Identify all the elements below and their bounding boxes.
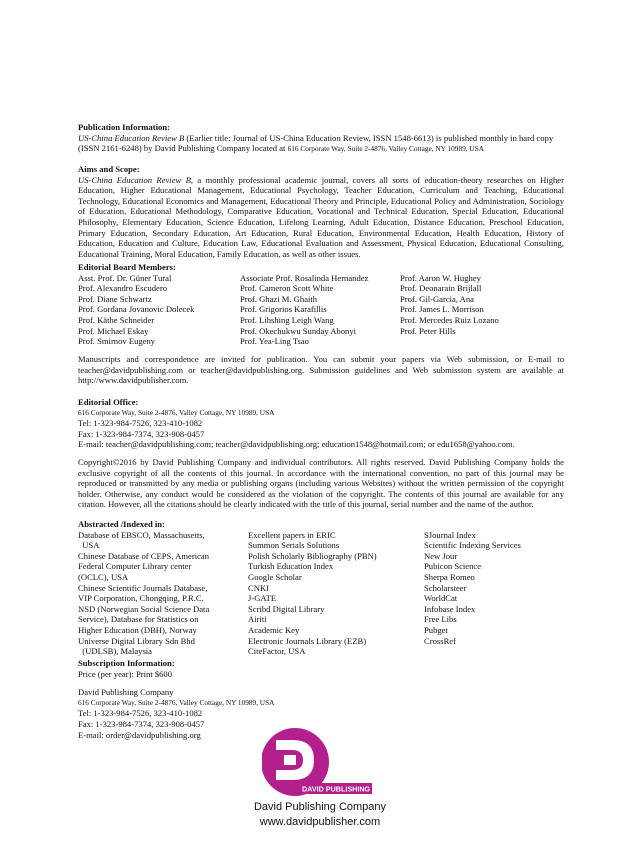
logo-text: DAVID PUBLISHING: [302, 784, 371, 794]
editorial-row: [78, 315, 564, 326]
index-entry: Service), Database for Statistics on: [78, 614, 199, 625]
editorial-member: Prof. Deonarain Brijlall: [400, 283, 482, 294]
index-entry: VIP Corporation, Chongqing, P.R.C.: [78, 593, 204, 604]
editorial-board-table: [78, 273, 564, 347]
index-entry: Chinese Scientific Journals Database,: [78, 582, 208, 593]
footer-website: www.davidpublisher.com: [259, 816, 381, 828]
editorial-member: Prof. Ghazi M. Ghaith: [240, 293, 318, 304]
publication-heading: Publication Information:: [78, 122, 170, 132]
index-entry: Universe Digital Library Sdn Bhd: [78, 635, 195, 646]
aims-journal-title: US-China Education Review B: [78, 174, 191, 185]
office-section: [78, 397, 564, 450]
publication-section: [78, 122, 564, 155]
subscription-company: David Publishing Company: [78, 687, 174, 698]
editorial-row: [78, 304, 564, 315]
publication-line-1: US-China Education Review B (Earlier title: Journal of US-China Education Review, ISSN 1548-6613) is published monthly in hard copy: [78, 132, 554, 143]
editorial-member: Associate Prof. Rosalinda Hernandez: [240, 272, 369, 283]
index-entry: USA: [78, 540, 100, 551]
index-entry: Scribd Digital Library: [248, 603, 325, 614]
editorial-row: [78, 336, 564, 347]
index-entry: Scholarsteer: [424, 582, 467, 593]
index-entry: Infobase Index: [424, 603, 476, 614]
editorial-section: [78, 262, 564, 347]
subscription-tel: Tel: 1-323-984-7526, 323-410-1082: [78, 708, 203, 719]
index-entry: Summon Serials Solutions: [248, 540, 340, 551]
office-fax: Fax: 1-323-984-7374, 323-908-0457: [78, 428, 205, 439]
subscription-heading: Subscription Information:: [78, 658, 175, 668]
subscription-fax: Fax: 1-323-984-7374, 323-908-0457: [78, 718, 205, 729]
editorial-member: Prof. Yea-Ling Tsao: [240, 336, 309, 347]
editorial-heading: Editorial Board Members:: [78, 262, 176, 272]
index-entry: Electronic Journals Library (EZB): [248, 635, 367, 646]
editorial-member: Prof. Mercedes Ruiz Lozano: [400, 314, 499, 325]
copyright-text: Copyright©2016 by David Publishing Company and individual contributors. All rights reserved. David Publishing Company holds the exclusive copyright of all the contents of this journal. In accordance with the international convention, no part of this journal may be reproduced or transmitted by any media or publishing organs (including various Websites) without the written permission of the copyright holder. Otherwise, any conduct would be considered as the violation of the copyright. The contents of this journal are available for any citation. However, all the citations should be clearly indicated with the title of this journal, serial number and the name of the author.: [78, 457, 564, 510]
index-entry: Airiti: [248, 614, 267, 625]
abstracted-column-3: [424, 530, 564, 657]
abstracted-heading: Abstracted /Indexed in:: [78, 519, 165, 529]
editorial-row: [78, 283, 564, 294]
index-entry: Academic Key: [248, 624, 300, 635]
index-entry: WorldCat: [424, 593, 458, 604]
subscription-address: 616 Corporate Way, Suite 2-4876, Valley Cottage, NY 10989, USA: [78, 697, 275, 707]
logo-icon: [262, 726, 372, 798]
editorial-member: Prof. Lihshing Leigh Wang: [240, 314, 334, 325]
abstracted-column-2: [248, 530, 424, 657]
office-email: E-mail: teacher@davidpublishing.com; teacher@davidpublishing.org; education1548@hotmail.com; or edu1658@yahoo.com.: [78, 439, 515, 450]
editorial-row: [78, 294, 564, 305]
index-entry: Polish Scholarly Bibliography (PBN): [248, 550, 377, 561]
editorial-member: Prof. Käthe Schneider: [78, 314, 155, 325]
index-entry: SJournal Index: [424, 529, 476, 540]
editorial-member: Prof. Okechukwu Sunday Abonyi: [240, 325, 357, 336]
editorial-member: Prof. James L. Morrison: [400, 304, 484, 315]
manuscripts-text: Manuscripts and correspondence are invited for publication. You can submit your papers via Web submission, or E-mail to teacher@davidpublishing.com or teacher@davidpublishing.org. Submission guidelines and Web submission system are available at http://www.davidpublisher.com.: [78, 354, 564, 386]
aims-section: [78, 164, 564, 259]
index-entry: Pubget: [424, 624, 448, 635]
footer-company: David Publishing Company: [253, 801, 387, 813]
journal-title: US-China Education Review B: [78, 132, 185, 143]
editorial-member: Prof. Grigorios Karafillis: [240, 304, 327, 315]
index-entry: CrossRef: [424, 635, 456, 646]
index-entry: (UDLSB), Malaysia: [78, 646, 152, 657]
manuscripts-section: [78, 354, 564, 386]
editorial-member: Prof. Smirnov Eugeny: [78, 336, 156, 347]
aims-heading: Aims and Scope:: [78, 164, 140, 174]
editorial-member: [400, 336, 564, 347]
office-heading: Editorial Office:: [78, 397, 139, 407]
abstracted-section: [78, 519, 564, 657]
index-entry: Federal Computer Library center: [78, 561, 192, 572]
publication-line-2: (ISSN 2161-6248) by David Publishing Company located at 616 Corporate Way, Suite 2-4876, Valley Cottage, NY 10989, USA: [78, 143, 484, 154]
index-entry: Excellent papers in ERIC: [248, 529, 336, 540]
editorial-member: Prof. Gordana Jovanovic Dolecek: [78, 304, 195, 315]
abstracted-column-1: [78, 530, 248, 657]
editorial-member: Prof. Peter Hills: [400, 325, 456, 336]
editorial-member: Prof. Aaron W. Hughey: [400, 272, 481, 283]
subscription-price: Price (per year): Print $600: [78, 668, 173, 679]
david-publishing-logo: [262, 726, 372, 798]
editorial-row: [78, 273, 564, 284]
index-entry: Google Scholar: [248, 571, 302, 582]
index-entry: Sherpa Romeo: [424, 571, 475, 582]
editorial-member: Prof. Alexandro Escudero: [78, 283, 168, 294]
aims-text: US-China Education Review B, a monthly professional academic journal, covers all sorts of education-theory researches on Higher Education, Higher Educational Management, Educational Psychology, Teacher Education, Curriculum and Teaching, Educational Technology, Educational Economics and Management, Educational Theory and Principle, Educational Policy and Administration, Sociology of Education, Educational Methodology, Comparative Education, Vocational and Technical Education, Special Education, Educational Philosophy, Elementary Education, Science Education, Lifelong Learning, Adult Education, Distance Education, Preschool Education, Primary Education, Secondary Education, Art Education, Rural Education, Environmental Education, Health Education, History of Education, Education and Culture, Education Law, Educational Evaluation and Assessment, Physical Education, Educational Consulting, Educational Training, Moral Education, Family Education, as well as other issues.: [78, 174, 564, 259]
editorial-member: Prof. Cameron Scott White: [240, 283, 334, 294]
index-entry: Turkish Education Index: [248, 561, 334, 572]
index-entry: Free Libs: [424, 614, 457, 625]
copyright-section: [78, 457, 564, 510]
index-entry: Chinese Database of CEPS, American: [78, 550, 210, 561]
index-entry: CiteFactor, USA: [248, 646, 306, 657]
index-entry: CNKI: [248, 582, 270, 593]
office-address: 616 Corporate Way, Suite 2-4876, Valley Cottage, NY 10989, USA: [78, 407, 275, 417]
abstracted-table: [78, 530, 564, 657]
index-entry: J-GATE: [248, 593, 277, 604]
subscription-email: E-mail: order@davidpublishing.org: [78, 729, 201, 740]
editorial-member: Prof. Gil-Garcia, Ana: [400, 293, 474, 304]
editorial-member: Prof. Michael Eskay: [78, 325, 149, 336]
index-entry: Database of EBSCO, Massachusetts,: [78, 529, 205, 540]
editorial-row: [78, 326, 564, 337]
index-entry: (OCLC), USA: [78, 571, 129, 582]
index-entry: NSD (Norwegian Social Science Data: [78, 603, 210, 614]
editorial-member: Prof. Diane Schwartz: [78, 293, 152, 304]
index-entry: Scientific Indexing Services: [424, 540, 521, 551]
index-entry: New Jour: [424, 550, 458, 561]
editorial-member: Asst. Prof. Dr. Güner Tural: [78, 272, 172, 283]
index-entry: Pubicon Science: [424, 561, 482, 572]
index-entry: Higher Education (DBH), Norway: [78, 624, 197, 635]
office-tel: Tel: 1-323-984-7526, 323-410-1082: [78, 418, 203, 429]
